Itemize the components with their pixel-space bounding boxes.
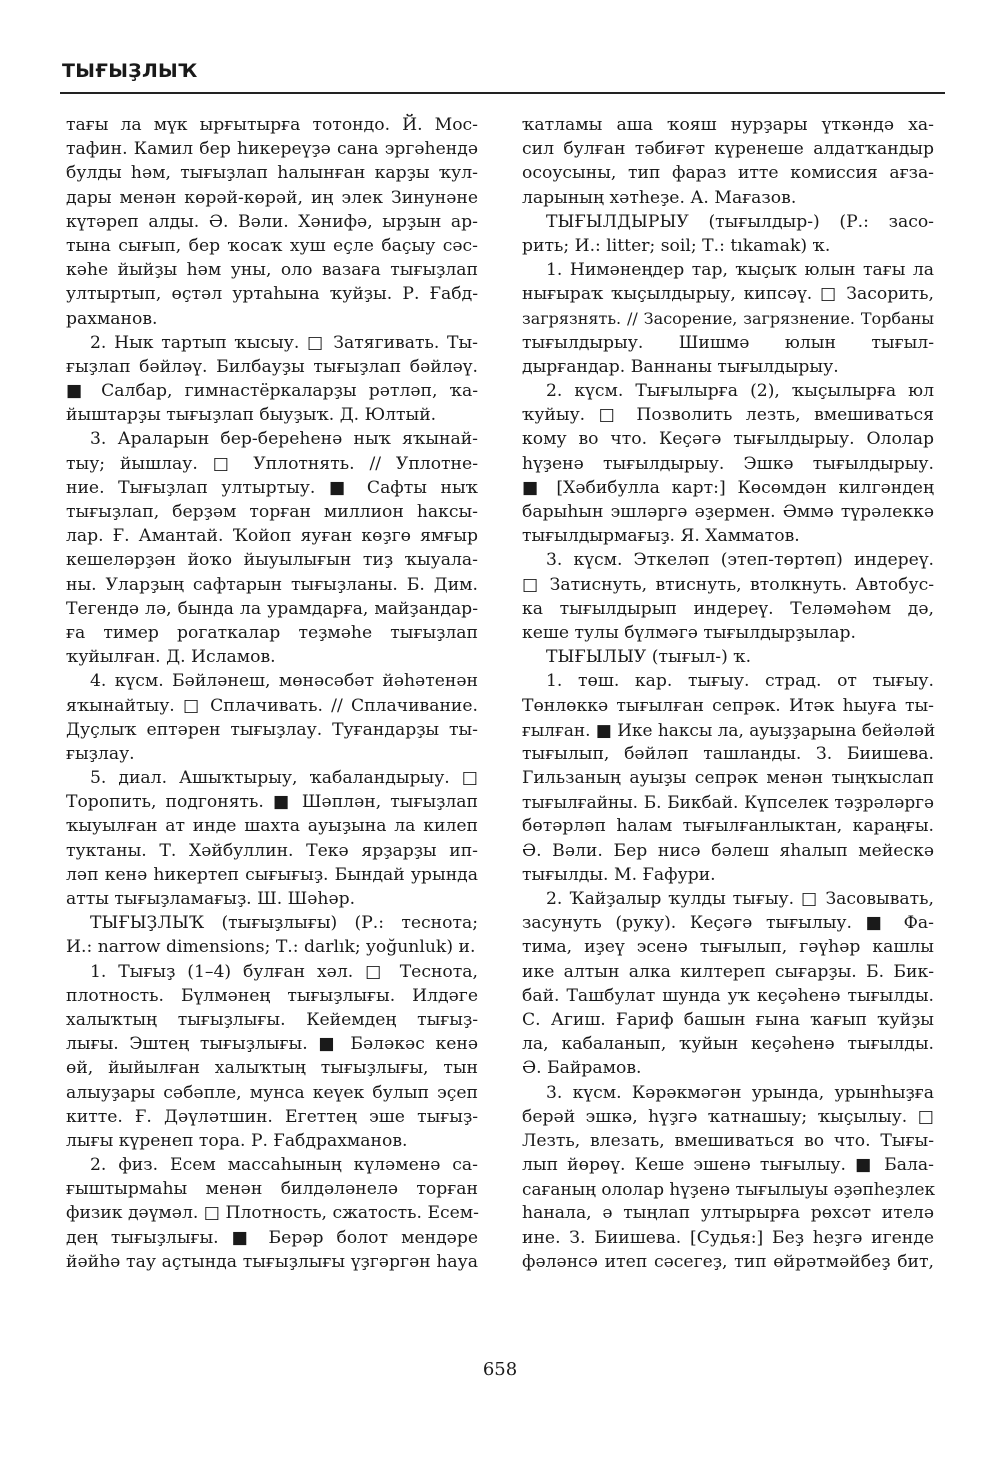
text-line: 4. күсм. Бәйләнеш, мөнәсәбәт йәһәтенән [90,671,478,692]
text-line: ләп кенә һикертеп сығығыҙ. Бындай урында [66,864,478,885]
text-line: тима, иҙеү эсенә тығылып, гәүһәр кашлы [522,937,934,958]
text-line: атты тығыҙламағыҙ. Ш. Шәһәр. [66,889,356,909]
text-line: тығылып, бәйләп ташланды. З. Биишева. [522,743,934,764]
text-line: ТЫҒЫЛДЫРЫУ (тығылдыр-) (Р.: засо- [546,211,934,232]
text-line: плотность. Бүлмәнең тығыҙлығы. Илдәге [66,985,478,1006]
text-line: физик дәүмәл. □ Плотность, сжатость. Есем- [66,1203,479,1224]
text-line: ка тығылдырып индереү. Теләмәһәм дә, [522,598,934,619]
text-line: барыһын эшләргә әҙермен. Әммә түрәлеккә [522,502,934,522]
text-line: дырғандар. Ваннаны тығылдырыу. [522,356,839,377]
text-line: ултыртып, өҫтәл уртаһына ҡуйҙы. Р. Ғабд- [66,284,478,305]
text-line: ға тимер рогаткалар теҙмәһе тығыҙлап [66,622,478,643]
text-line: 2. күсм. Тығылырға (2), ҡыҫылырға юл [546,381,934,402]
text-line: Лезть, влезать, вмешиваться во что. Тығы- [522,1130,934,1151]
text-line: лығы. Эштең тығыҙлығы. ■ Бәләкәс кенә [66,1034,478,1055]
text-line: И.: narrow dimensions; Т.: darlık; yoğunluk) и. [66,937,476,958]
text-line: ТЫҒЫҘЛЫҠ (тығыҙлығы) (Р.: теснота; [90,913,478,934]
text-line: ние. Тығыҙлап ултыртыу. ■ Сафты ныҡ [66,477,478,498]
text-line: ҡуйыу. □ Позволить лезть, вмешиваться [522,405,934,426]
text-line: нығыраҡ ҡыҫылдырыу, кипсәү. □ Засорить, [522,284,934,305]
text-line: өй, йыйылған халыҡтың тығыҙлығы, тын [66,1058,478,1079]
text-line: Төнлөккә тығылған сепрәк. Итәк һыуға ты- [522,695,934,716]
text-line: 2. физ. Есем массаһының күләменә са- [90,1155,478,1176]
text-line: 1. Нимәнеңдер тар, ҡыҫыҡ юлын тағы ла [546,260,934,281]
text-line: Тегендә лә, бында ла урамдарға, майҙандар- [66,598,478,619]
text-line: сағаның ололар һүҙенә тығылыуы әҙәпһеҙлек [522,1179,936,1200]
text-line: Ә. Байрамов. [522,1058,642,1079]
text-line: йәйһә тау аҫтында тығыҙлығы үҙгәргән һауа [66,1251,478,1272]
text-line: дары менән көрәй-көрәй, иң элек Зинунәне [66,187,478,208]
text-line: Дуҫлыҡ ептәрен тығыҙлау. Туғандарҙы ты- [66,719,478,740]
text-line: Ә. Вәли. Бер нисә бәлеш яһалып мейескә [522,840,934,861]
text-line: тыу; йышлау. □ Уплотнять. // Уплотне- [66,453,478,474]
page-number: 658 [482,1359,518,1380]
text-line: рить; И.: litter; soil; Т.: tıkamak) ҡ. [522,235,831,256]
text-line: йыштарҙы тығыҙлап быуҙыҡ. Д. Юлтый. [66,405,437,426]
text-line: засунуть (руку). Кеҫәгә тығылыу. ■ Фа- [522,913,934,934]
text-line: һанала, ә тыңлап ултырырға рөхсәт ителә [522,1203,934,1224]
text-line: тығылдырыу. Шишмә юлын тығыл- [522,332,934,353]
text-line: кәһе йыйҙы һәм уны, оло вазаға тығыҙлап [66,260,478,281]
text-line: ҡуйылған. Д. Исламов. [66,647,276,668]
text-line: кому во что. Кеҫәгә тығылдырыу. Ололар [522,429,934,450]
text-line: 1. төш. кар. тығыу. страд. от тығыу. [546,671,934,692]
text-line: Гильзаның ауыҙы сепрәк менән тыңҡыслап [522,768,934,789]
text-line: загрязнять. // Засорение, загрязнение. Торбаны [522,308,934,328]
text-line: тығыҙлап, берҙәм торған миллион һаксы- [66,502,478,522]
text-line: ла, кабаланып, ҡуйын кеҫәһенә тығылды. [522,1034,934,1055]
text-line: ны. Уларҙың сафтарын тығыҙланы. Б. Дим. [66,574,478,595]
text-line: тына сығып, бер ҡосаҡ хуш еҫле баҫыу сәс- [66,235,478,256]
text-line: һүҙенә тығылдырыу. Эшкә тығылдырыу. [522,453,934,474]
text-line: ■ [Хәбибулла карт:] Көсөмдән килгәндең [522,477,934,498]
text-line: ҡыуылған ат инде шахта ауыҙына ла килеп [66,816,478,837]
text-line: туктаны. Т. Хәйбуллин. Текә ярҙарҙы ип- [66,840,478,861]
text-line: ТЫҒЫЛЫУ (тығыл-) ҡ. [546,647,752,668]
text-line: □ Затиснуть, втиснуть, втолкнуть. Автобус- [522,574,934,595]
text-line: ине. З. Биишева. [Судья:] Беҙ һеҙгә игенде [522,1227,934,1248]
text-line: булды һәм, тығыҙлап һалынған карҙы ҡул- [66,163,478,184]
text-line: халыҡтың тығыҙлығы. Кейемдең тығыҙ- [66,1009,478,1030]
text-line: ғыҙлап бәйләү. Билбауҙы тығыҙлап бәйләү. [66,356,478,377]
text-line: дең тығыҙлығы. ■ Берәр болот мендәре [66,1227,478,1248]
text-line: тағы ла мүк ырғытырға тотондо. Й. Мос- [66,115,478,135]
text-line: кешеләрҙән йоҡо йыуылығын тиҙ ҡыуала- [66,550,478,571]
header-rule [60,92,945,94]
text-line: тығылғайны. Б. Бикбай. Күпселек тәҙрәләргә [522,792,934,813]
text-line: ғылған. ■ Ике һаксы ла, ауыҙҙарына бейәләй [522,719,936,740]
text-line: тафин. Камил бер һикереүҙә сана эргәһендә [66,139,478,160]
text-line: алыуҙары сәбәпле, мунса кеүек булып эҫеп [66,1082,478,1103]
text-line: лып йөрөү. Кеше эшенә тығылыу. ■ Бала- [522,1155,934,1176]
text-line: осоусыны, тип фараз итте комиссия ағза- [522,163,934,184]
text-line: 5. диал. Ашыҡтырыу, ҡабаландырыу. □ [90,768,478,789]
text-line: 3. күсм. Эткеләп (этеп-төртөп) индереү. [546,550,934,571]
text-line: лығы күренеп тора. Р. Ғабдрахманов. [66,1130,408,1151]
text-line: ғыҙлау. [66,743,135,764]
text-line: Торопить, подгонять. ■ Шәплән, тығыҙлап [66,792,478,813]
text-line: ■ Салбар, гимнастёркаларҙы рәтләп, ҡа- [66,381,478,402]
text-line: кеше тулы бүлмәгә тығылдырҙылар. [522,622,856,643]
text-line: ларының хәтһеҙе. А. Мағазов. [522,187,797,208]
text-line: ике алтын алка килтереп сығарҙы. Б. Бик- [522,961,934,982]
text-line: яҡынайтыу. □ Сплачивать. // Сплачивание. [66,695,478,716]
text-line: ҡатламы аша ҡояш нурҙары үткәндә ха- [522,115,934,135]
text-line: лар. Ғ. Амантай. Ҡойоп яуған көҙгө ямғыр [66,526,478,547]
text-line: 3. Араларын бер-береһенә ныҡ яҡынай- [90,429,478,450]
text-line: берәй эшкә, һүҙгә ҡатнашыу; ҡыҫылыу. □ [522,1106,934,1127]
left-column [66,113,478,1274]
text-line: рахманов. [66,308,158,329]
text-line: фәләнсә итеп сәсегеҙ, тип өйрәтмәйбеҙ бит, [522,1251,934,1272]
text-line: 1. Тығыҙ (1–4) булған хәл. □ Теснота, [90,961,478,982]
running-head-word: ТЫҒЫҘЛЫҠ [62,60,198,82]
text-line: 2. Ҡайҙалыр ҡулды тығыу. □ Засовывать, [546,889,934,909]
text-line: 2. Нык тартып ҡысыу. □ Затягивать. Ты- [90,332,478,353]
text-line: тығылдырмағыҙ. Я. Хамматов. [522,526,800,547]
text-line: бөтәрләп һалам тығылғанлыктан, караңғы. [522,816,934,837]
text-line: С. Агиш. Ғариф башын ғына ҡағып ҡуйҙы [522,1009,934,1030]
right-column [522,113,934,1274]
text-line: күтәреп алды. Ә. Вәли. Хәнифә, ырҙын ар- [66,211,478,232]
text-line: сил булған тәбиғәт күренеше алдатҡандыр [522,139,934,160]
text-line: бай. Ташбулат шунда уҡ кеҫәһенә тығылды. [522,985,934,1006]
text-line: 3. күсм. Кәрәкмәгән урында, урынһыҙға [546,1082,934,1103]
text-line: тығылды. М. Ғафури. [522,864,716,885]
text-line: китте. Ғ. Дәүләтшин. Егеттең эше тығыҙ- [66,1106,478,1127]
text-line: ғыштырмаһы менән билдәләнелә торған [66,1179,478,1200]
